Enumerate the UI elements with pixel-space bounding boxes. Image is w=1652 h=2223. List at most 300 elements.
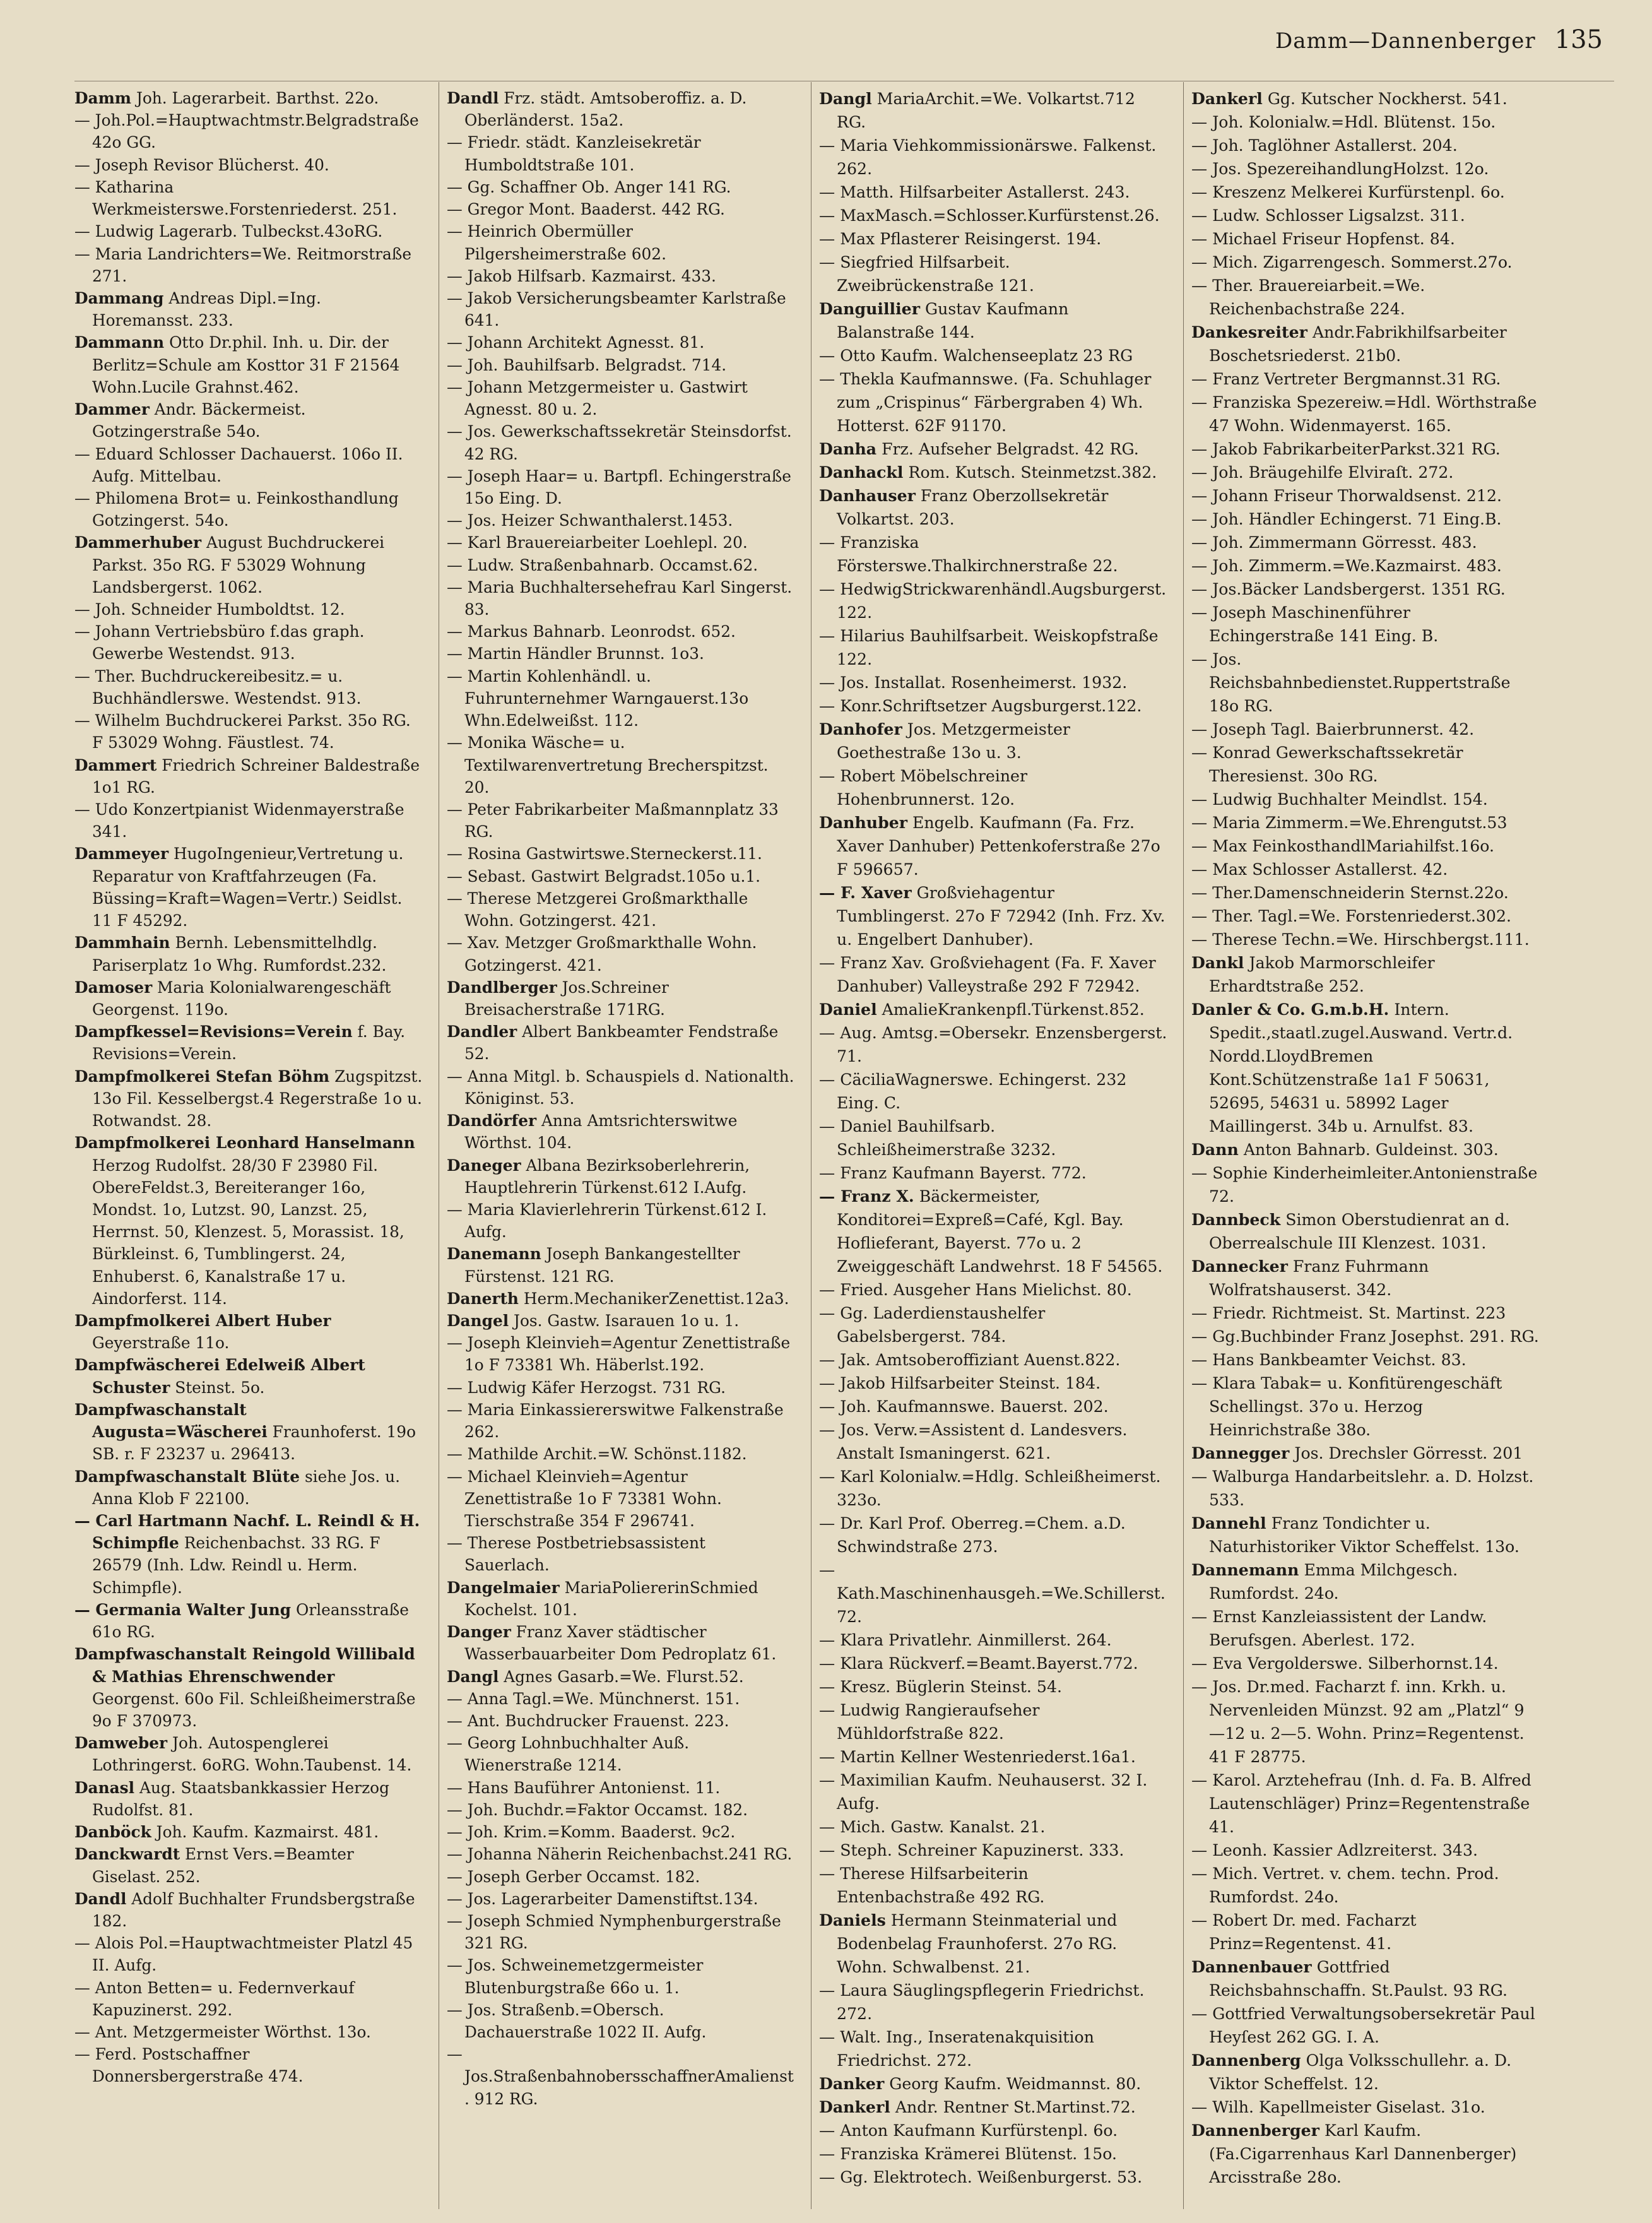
directory-entry — [1191, 274, 1540, 321]
directory-entry — [819, 1745, 1167, 1769]
directory-entry — [447, 176, 795, 198]
entry-surname: Dannehl — [1191, 1514, 1266, 1532]
directory-entry — [1191, 1839, 1540, 1862]
directory-entry — [819, 2096, 1167, 2119]
directory-entry — [447, 643, 795, 665]
entry-surname: Dammert — [74, 756, 157, 774]
entry-details: Albana Bezirksoberlehrerin, Hauptlehrerin Türkenst.612 I.Aufg. — [464, 1156, 750, 1197]
directory-entry — [819, 811, 1167, 881]
entry-details: — Joh.Pol.=Hauptwachtmstr.Belgradstraße 42o GG. — [74, 111, 419, 152]
directory-entry — [1191, 157, 1540, 181]
entry-surname: — Germania Walter Jung — [74, 1600, 292, 1619]
directory-entry — [819, 437, 1167, 461]
entry-details: — Matth. Hilfsarbeiter Astallerst. 243. — [819, 183, 1130, 201]
directory-entry — [1191, 367, 1540, 391]
directory-entry — [74, 1354, 423, 1398]
directory-entry — [819, 1161, 1167, 1185]
entry-details: — Ludw. Schlosser Ligsalzst. 311. — [1191, 206, 1465, 225]
entry-surname: Dangelmaier — [447, 1578, 560, 1597]
entry-details: — Mich. Zigarrengesch. Sommerst.27o. — [1191, 253, 1513, 271]
entry-details: Anton Bahnarb. Guldeinst. 303. — [1243, 1141, 1499, 1159]
entry-details: Joh. Autospenglerei Lothringerst. 6oRG. Wohn.Taubenst. 14. — [92, 1734, 412, 1775]
entry-details: — Udo Konzertpianist Widenmayerstraße 341. — [74, 800, 404, 841]
entry-details: — Therese Hilfsarbeiterin Entenbachstraße 492 RG. — [819, 1864, 1045, 1906]
entry-details: — Joh. Taglöhner Astallerst. 204. — [1191, 136, 1458, 155]
entry-details: — Gg.Buchbinder Franz Josephst. 291. RG. — [1191, 1327, 1539, 1346]
entry-details: — Maria Landrichters=We. Reitmorstraße 271. — [74, 244, 412, 285]
directory-entry — [447, 1666, 795, 1688]
entry-details: HugoIngenieur,Vertretung u. Reparatur von Kraftfahrzeugen (Fa. Büssing=Kraft=Wagen=Vertr.) Seidlst. 11 F 45292. — [92, 845, 404, 930]
directory-entry — [1191, 1348, 1540, 1372]
entry-details: — Ludwig Buchhalter Meindlst. 154. — [1191, 790, 1488, 809]
directory-entry — [74, 1466, 423, 1510]
directory-entry — [447, 1621, 795, 1665]
directory-entry — [74, 1510, 423, 1599]
directory-entry — [1191, 1862, 1540, 1909]
directory-entry — [74, 1932, 423, 1976]
entry-details: Joh. Lagerarbeit. Barthst. 22o. — [136, 89, 379, 107]
entry-details: Großviehagentur Tumblingerst. 27o F 72942 (Inh. Frz. Xv. u. Engelbert Danhuber). — [837, 884, 1165, 949]
entry-surname: — F. Xaver — [819, 883, 912, 902]
directory-entry — [819, 1512, 1167, 1558]
entry-details: — Joh. Kolonialw.=Hdl. Blütenst. 15o. — [1191, 113, 1496, 131]
entry-details: — Jos. Verw.=Assistent d. Landesvers. Anstalt Ismaningerst. 621. — [819, 1421, 1128, 1462]
entry-details: — Anton Betten= u. Federnverkauf Kapuzinerst. 292. — [74, 1978, 355, 2019]
directory-entry — [447, 1021, 795, 1065]
entry-surname: Dampfmolkerei Albert Huber — [74, 1312, 331, 1331]
entry-details: — Jos.StraßenbahnobersschaffnerAmalienst. 912 RG. — [447, 2045, 794, 2108]
entry-details: Andr.Fabrikhilfsarbeiter Boschetsriederst. 21b0. — [1209, 323, 1507, 365]
entry-details: — Johann Friseur Thorwaldsenst. 212. — [1191, 487, 1502, 505]
directory-entry — [1191, 1605, 1540, 1652]
entry-details: Emma Milchgesch. Rumfordst. 24o. — [1209, 1561, 1458, 1603]
directory-entry — [819, 2142, 1167, 2166]
entry-details: — Joseph Kleinvieh=Agentur Zenettistraße 1o F 73381 Wh. Häberlst.192. — [447, 1334, 791, 1375]
entry-details: Herzog Rudolfst. 28/30 F 23980 Fil. ObereFeldst.3, Bereiteranger 16o, Mondst. 1o, Lutzst. 90, Lanzst. 25, Herrnst. 50, Klenzest. 5, Morassist. 18, Bürkleinst. 6, Tumblingerst. 24, Enhuberst. 6, Kanalstraße 17 u. Aindorferst. 114. — [92, 1156, 404, 1308]
directory-entry — [447, 976, 795, 1021]
directory-entry — [74, 2021, 423, 2043]
directory-entry — [447, 420, 795, 465]
entry-details: — MaxMasch.=Schlosser.Kurfürstenst.26. — [819, 206, 1160, 225]
entry-details: — Franziska Krämerei Blütenst. 15o. — [819, 2145, 1118, 2163]
entry-details: — Martin Kellner Westenriederst.16a1. — [819, 1748, 1136, 1766]
entry-details: — Franz Xav. Großviehagent (Fa. F. Xaver Danhuber) Valleystraße 292 F 72942. — [819, 954, 1156, 995]
directory-entry — [74, 87, 423, 109]
entry-details: — Gg. Schaffner Ob. Anger 141 RG. — [447, 177, 731, 196]
directory-entry — [447, 798, 795, 843]
directory-entry — [819, 367, 1167, 437]
directory-entry — [819, 461, 1167, 484]
directory-entry — [1191, 204, 1540, 227]
entry-details: — Hilarius Bauhilfsarbeit. Weiskopfstraße 122. — [819, 627, 1159, 668]
directory-entry — [74, 331, 423, 398]
directory-entry — [447, 531, 795, 554]
entry-details: Simon Oberstudienrat an d. Oberrealschule III Klenzest. 1031. — [1209, 1211, 1510, 1252]
directory-entry — [74, 1977, 423, 2021]
entry-surname: Danhackl — [819, 463, 904, 482]
entry-details: — Jakob Hilfsarbeiter Steinst. 184. — [819, 1374, 1101, 1392]
running-head: Damm—Dannenberger — [1275, 28, 1536, 54]
entry-details: — Anna Tagl.=We. Münchnerst. 151. — [447, 1689, 740, 1708]
entry-details: — Joseph Haar= u. Bartpfl. Echingerstraße 15o Eing. D. — [447, 466, 791, 507]
directory-entry — [74, 1310, 423, 1354]
entry-details: — Gg. Laderdienstaushelfer Gabelsbergerst. 784. — [819, 1304, 1046, 1346]
entry-details: Karl Kaufm. (Fa.Cigarrenhaus Karl Dannenberger) Arcisstraße 28o. — [1209, 2121, 1517, 2186]
directory-entry — [819, 1348, 1167, 1372]
entry-details: — Joh. Zimmerm.=We.Kazmairst. 483. — [1191, 557, 1502, 575]
directory-entry — [447, 1443, 795, 1465]
entry-details: Jos. Drechsler Görresst. 201 — [1294, 1444, 1523, 1462]
entry-details: — Mich. Gastw. Kanalst. 21. — [819, 1818, 1046, 1836]
entry-details: Friedrich Schreiner Baldestraße 1o1 RG. — [92, 756, 420, 797]
directory-entry — [1191, 1675, 1540, 1769]
entry-details: — Wilh. Kapellmeister Giselast. 31o. — [1191, 2098, 1485, 2116]
directory-entry — [447, 1732, 795, 1776]
directory-entry — [819, 1465, 1167, 1512]
entry-surname: Dandler — [447, 1023, 517, 1041]
entry-details: — Joh. Krim.=Komm. Baaderst. 9c2. — [447, 1823, 736, 1842]
entry-details: — Laura Säuglingspflegerin Friedrichst. 272. — [819, 1981, 1145, 2023]
entry-surname: Dandl — [447, 89, 499, 107]
directory-entry — [447, 465, 795, 509]
entry-details: — Philomena Brot= u. Feinkosthandlung Gotzingerst. 54o. — [74, 489, 399, 530]
entry-details: — Max FeinkosthandlMariahilfst.16o. — [1191, 837, 1495, 855]
directory-entry — [819, 2072, 1167, 2096]
entry-surname: Danguillier — [819, 299, 920, 318]
directory-entry — [447, 620, 795, 643]
entry-details: — Mathilde Archit.=W. Schönst.1182. — [447, 1445, 747, 1464]
directory-entry — [447, 1866, 795, 1888]
directory-entry — [819, 1372, 1167, 1395]
entry-details: — Gregor Mont. Baaderst. 442 RG. — [447, 200, 725, 219]
directory-entry — [1191, 554, 1540, 578]
entry-surname: Damweber — [74, 1734, 168, 1753]
entry-details: — Walt. Ing., Inseratenakquisition Friedrichst. 272. — [819, 2028, 1094, 2070]
directory-entry — [819, 1909, 1167, 1979]
directory-entry — [1191, 1255, 1540, 1301]
directory-entry — [74, 243, 423, 287]
directory-entry — [447, 1110, 795, 1154]
entry-details: Jos.Schreiner Breisacherstraße 171RG. — [464, 978, 669, 1019]
directory-entry — [819, 1115, 1167, 1161]
directory-entry — [74, 1065, 423, 1132]
entry-surname: Danemann — [447, 1245, 541, 1264]
entry-details: — Thekla Kaufmannswe. (Fa. Schuhlager zum „Crispinus“ Färbergraben 4) Wh. Hotterst. 62F 91170. — [819, 370, 1152, 435]
entry-details: — Therese Techn.=We. Hirschbergst.111. — [1191, 930, 1530, 949]
directory-entry — [1191, 2049, 1540, 2096]
directory-entry — [819, 1021, 1167, 1068]
entry-details: — Heinrich Obermüller Pilgersheimerstraße 602. — [447, 222, 666, 263]
directory-entry — [1191, 461, 1540, 484]
entry-details: — Johann Metzgermeister u. Gastwirt Agnesst. 80 u. 2. — [447, 377, 748, 419]
directory-entry — [447, 509, 795, 531]
directory-entry — [819, 1652, 1167, 1675]
entry-details: — Ther. Brauereiarbeit.=We. Reichenbachstraße 224. — [1191, 276, 1425, 318]
directory-entry — [1191, 484, 1540, 507]
entry-details: siehe Jos. u. Anna Klob F 22100. — [92, 1467, 401, 1508]
directory-entry — [1191, 928, 1540, 951]
entry-details: — Jos. SpezereihandlungHolzst. 12o. — [1191, 160, 1489, 178]
entry-details: — Ludw. Straßenbahnarb. Occamst.62. — [447, 555, 758, 574]
directory-entry — [819, 297, 1167, 344]
directory-entry — [1191, 718, 1540, 741]
entry-details: Aug. Staatsbankkassier Herzog Rudolfst. 81. — [92, 1778, 389, 1819]
directory-entry — [1191, 437, 1540, 461]
entry-surname: Dannbeck — [1191, 1210, 1281, 1229]
entry-details: — Maria Zimmerm.=We.Ehrengutst.53 — [1191, 814, 1507, 832]
directory-entry — [74, 932, 423, 976]
entry-surname: Dankesreiter — [1191, 323, 1307, 341]
entry-details: — Johanna Näherin Reichenbachst.241 RG. — [447, 1845, 793, 1864]
entry-details: — Markus Bahnarb. Leonrodst. 652. — [447, 622, 736, 641]
directory-entry — [447, 1154, 795, 1199]
entry-surname: Danhauser — [819, 486, 916, 505]
entry-details: — Ludwig Käfer Herzogst. 731 RG. — [447, 1378, 726, 1397]
directory-entry — [447, 1777, 795, 1799]
directory-entry — [447, 198, 795, 220]
directory-entry — [819, 1185, 1167, 1278]
directory-entry — [74, 487, 423, 531]
entry-surname: Daniels — [819, 1911, 886, 1930]
entry-details: — Aug. Amtsg.=Obersekr. Enzensbergerst. 71. — [819, 1024, 1167, 1065]
entry-details: — Joseph Schmied Nymphenburgerstraße 321 RG. — [447, 1911, 781, 1953]
entry-surname: Danhuber — [819, 813, 908, 832]
entry-surname: Danker — [819, 2074, 885, 2093]
entry-surname: Danger — [447, 1623, 511, 1642]
directory-entry — [74, 1132, 423, 1310]
directory-entry — [447, 1843, 795, 1865]
entry-details: — Maria Einkassiererswitwe Falkenstraße 262. — [447, 1400, 784, 1442]
directory-entry — [819, 718, 1167, 764]
entry-surname: Danha — [819, 439, 877, 458]
entry-surname: Dankl — [1191, 953, 1244, 972]
directory-entry — [819, 764, 1167, 811]
directory-entry — [819, 204, 1167, 227]
entry-details: Hermann Steinmaterial und Bodenbelag Fraunhoferst. 27o RG. Wohn. Schwalbenst. 21. — [837, 1911, 1118, 1976]
entry-surname: Dammerhuber — [74, 533, 202, 552]
entry-surname: Dampfwaschanstalt Blüte — [74, 1467, 300, 1486]
entry-details: — Joh. Schneider Humboldtst. 12. — [74, 600, 345, 619]
entry-details: Jos. Gastw. Isarauen 1o u. 1. — [514, 1312, 740, 1331]
directory-entry — [819, 1815, 1167, 1839]
directory-entry — [1191, 1301, 1540, 1325]
directory-entry — [1191, 904, 1540, 928]
entry-details: Franz Fuhrmann Wolfratshauserst. 342. — [1209, 1257, 1429, 1299]
entry-details: Adolf Buchhalter Frundsbergstraße 182. — [92, 1889, 415, 1930]
directory-entry — [74, 1732, 423, 1776]
entry-surname: Dangl — [819, 89, 872, 108]
directory-entry — [74, 709, 423, 754]
directory-entry — [1191, 1138, 1540, 1161]
directory-entry — [1191, 1465, 1540, 1512]
directory-entry — [447, 87, 795, 131]
directory-entry — [74, 531, 423, 598]
directory-entry — [447, 554, 795, 576]
directory-entry — [447, 1065, 795, 1110]
entry-details: Steinst. 5o. — [175, 1378, 265, 1397]
entry-details: — Ant. Metzgermeister Wörthst. 13o. — [74, 2023, 371, 2042]
entry-details: Andr. Rentner St.Martinst.72. — [895, 2098, 1136, 2116]
directory-entry — [74, 154, 423, 176]
entry-surname: Danerth — [447, 1289, 519, 1308]
entry-details: — Johann Vertriebsbüro f.das graph. Gewerbe Westendst. 913. — [74, 622, 365, 663]
entry-details: — Anna Mitgl. b. Schauspiels d. Nationalth. Königinst. 53. — [447, 1067, 794, 1108]
entry-details: August Buchdruckerei Parkst. 35o RG. F 53029 Wohnung Landsbergerst. 1062. — [92, 533, 385, 596]
entry-details: AmalieKrankenpfl.Türkenst.852. — [882, 1000, 1145, 1019]
entry-details: — Joh. Zimmermann Görresst. 483. — [1191, 533, 1477, 552]
directory-entry — [447, 665, 795, 732]
directory-entry — [819, 1558, 1167, 1628]
entry-details: Jakob Marmorschleifer Erhardtstraße 252. — [1209, 954, 1435, 995]
directory-entry — [74, 1599, 423, 1643]
directory-entry — [819, 484, 1167, 531]
directory-entry — [1191, 1325, 1540, 1348]
entry-details: — Robert Möbelschreiner Hohenbrunnerst. 12o. — [819, 767, 1027, 809]
entry-details: — Jos. Gewerkschaftssekretär Steinsdorfst. 42 RG. — [447, 422, 792, 463]
directory-entry — [819, 531, 1167, 578]
directory-entry — [447, 1999, 795, 2043]
directory-entry — [447, 1910, 795, 1954]
entry-details: Franz Tondichter u. Naturhistoriker Viktor Scheffelst. 13o. — [1209, 1514, 1519, 1556]
directory-entry — [447, 843, 795, 865]
entry-surname: Danhofer — [819, 720, 902, 738]
entry-details: — Jos. Reichsbahnbedienstet.Ruppertstraße 18o RG. — [1191, 650, 1511, 715]
directory-entry — [447, 576, 795, 620]
directory-entry — [1191, 1161, 1540, 1208]
directory-entry — [1191, 834, 1540, 858]
directory-entry — [819, 1301, 1167, 1348]
directory-entry — [1191, 507, 1540, 531]
entry-details: Frz. Aufseher Belgradst. 42 RG. — [882, 440, 1139, 458]
entry-details: — Klara Tabak= u. Konfitürengeschäft Schellingst. 37o u. Herzog Heinrichstraße 38o. — [1191, 1374, 1502, 1439]
entry-details: — Konrad Gewerkschaftssekretär Theresienst. 30o RG. — [1191, 744, 1463, 785]
entry-details: — Friedr. Richtmeist. St. Martinst. 223 — [1191, 1304, 1506, 1322]
entry-details: Gg. Kutscher Nockherst. 541. — [1267, 90, 1507, 108]
entry-details: — Karol. Arztehefrau (Inh. d. Fa. B. Alfred Lautenschläger) Prinz=Regentenstraße 41. — [1191, 1771, 1531, 1836]
entry-surname: Dandl — [74, 1889, 127, 1908]
entry-surname: Dannenberg — [1191, 2051, 1301, 2070]
directory-entry — [447, 1577, 795, 1621]
entry-details: — Ther. Buchdruckereibesitz.= u. Buchhändlerswe. Westendst. 913. — [74, 667, 362, 708]
entry-surname: Dannenbauer — [1191, 1957, 1312, 1976]
entry-details: — Jos. Installat. Rosenheimerst. 1932. — [819, 673, 1128, 692]
entry-details: — Otto Kaufm. Walchenseeplatz 23 RG — [819, 347, 1133, 365]
entry-surname: Dannenberger — [1191, 2121, 1319, 2140]
entry-details: — Eva Vergolderswe. Silberhornst.14. — [1191, 1654, 1499, 1673]
entry-details: — Friedr. städt. Kanzleisekretär Humboldtstraße 101. — [447, 133, 701, 174]
entry-details: — Michael Kleinvieh=Agentur Zenettistraße 1o F 73381 Wohn. Tierschstraße 354 F 296741. — [447, 1467, 722, 1530]
entry-details: Anna Amtsrichterswitwe Wörthst. 104. — [464, 1112, 738, 1153]
entry-details: Bäckermeister, Konditorei=Expreß=Café, Kgl. Bay. Hoflieferant, Bayerst. 77o u. 2 Zweiggeschäft Landwehrst. 18 F 54565. — [837, 1187, 1163, 1276]
directory-entry — [819, 694, 1167, 718]
directory-entry — [819, 1839, 1167, 1862]
directory-entry — [819, 1979, 1167, 2025]
directory-entry — [1191, 181, 1540, 204]
directory-entry — [447, 1243, 795, 1287]
entry-details: — Johann Architekt Agnesst. 81. — [447, 333, 705, 352]
directory-entry — [1191, 1558, 1540, 1605]
directory-entry — [1191, 251, 1540, 274]
entry-details: — Kresz. Büglerin Steinst. 54. — [819, 1678, 1062, 1696]
entry-details: — Jos. Heizer Schwanthalerst.1453. — [447, 511, 733, 530]
entry-details: — Hans Bauführer Antonienst. 11. — [447, 1778, 721, 1797]
directory-entry — [1191, 1955, 1540, 2002]
directory-entry — [447, 265, 795, 287]
entry-details: Maria Kolonialwarengeschäft Georgenst. 119o. — [92, 978, 391, 1019]
directory-entry — [819, 1862, 1167, 1909]
entry-surname: Daniel — [819, 1000, 877, 1019]
entry-surname: Daneger — [447, 1156, 521, 1175]
directory-entry — [74, 754, 423, 798]
directory-entry — [819, 1769, 1167, 1815]
directory-entry — [447, 1288, 795, 1310]
entry-details: Frz. städt. Amtsoberoffiz. a. D. Oberländerst. 15a2. — [464, 89, 747, 130]
entry-surname: Dannegger — [1191, 1443, 1290, 1462]
entry-surname: Dammhain — [74, 934, 170, 952]
entry-details: MariaPoliererinSchmied Kochelst. 101. — [464, 1578, 758, 1619]
entry-details: Georgenst. 60o Fil. Schleißheimerstraße 9o F 370973. — [92, 1689, 416, 1730]
directory-entry — [74, 176, 423, 220]
entry-details: — Joseph Maschinenführer Echingerstraße 141 Eing. B. — [1191, 603, 1439, 645]
directory-entry — [819, 578, 1167, 624]
entry-surname: Dangel — [447, 1312, 509, 1331]
entry-details: — Max Schlosser Astallerst. 42. — [1191, 860, 1448, 879]
directory-entry — [1191, 788, 1540, 811]
directory-entry — [447, 354, 795, 376]
entry-details: — Kreszenz Melkerei Kurfürstenpl. 6o. — [1191, 183, 1505, 201]
entry-surname: Dangl — [447, 1667, 499, 1686]
entry-surname: Dankerl — [819, 2097, 890, 2116]
entry-surname: Dandlberger — [447, 978, 557, 997]
directory-entry — [819, 2119, 1167, 2142]
directory-entry — [447, 1710, 795, 1732]
entry-details: — CäciliaWagnerswe. Echingerst. 232 Eing. C. — [819, 1070, 1127, 1112]
directory-entry — [1191, 1372, 1540, 1442]
directory-entry — [447, 1688, 795, 1710]
directory-entry — [447, 1377, 795, 1399]
directory-entry — [74, 443, 423, 487]
entry-details: — Steph. Schreiner Kapuzinerst. 333. — [819, 1841, 1124, 1859]
entry-details: — Jak. Amtsoberoffiziant Auenst.822. — [819, 1351, 1121, 1369]
entry-details: Otto Dr.phil. Inh. u. Dir. der Berlitz=Schule am Kosttor 31 F 21564 Wohn.Lucile Grahnst.462. — [92, 333, 400, 396]
entry-details: — Ther.Damenschneiderin Sternst.22o. — [1191, 884, 1509, 902]
directory-entry — [819, 2166, 1167, 2189]
entry-surname: Danasl — [74, 1778, 135, 1797]
entry-details: Andreas Dipl.=Ing. Horemansst. 233. — [92, 288, 321, 330]
directory-entry — [1191, 881, 1540, 904]
entry-details: Bernh. Lebensmittelhdlg. Pariserplatz 1o Whg. Rumfordst.232. — [92, 934, 387, 975]
entry-details: — Joh. Bräugehilfe Elviraſt. 272. — [1191, 463, 1454, 482]
directory-entry — [447, 1532, 795, 1576]
directory-entry — [819, 344, 1167, 367]
entry-details: — Maria Viehkommissionärswe. Falkenst. 262. — [819, 136, 1157, 178]
directory-entry — [447, 1332, 795, 1376]
directory-column-1 — [74, 87, 423, 2208]
directory-entry — [1191, 2002, 1540, 2049]
entry-details: — Karl Kolonialw.=Hdlg. Schleißheimerst. 323o. — [819, 1467, 1161, 1509]
directory-entry — [1191, 741, 1540, 788]
directory-entry — [819, 181, 1167, 204]
directory-entry — [1191, 951, 1540, 998]
entry-surname: Dampfkessel=Revisions=Verein — [74, 1023, 353, 1041]
entry-details: Zugspitzst. 13o Fil. Kesselbergst.4 Regerstraße 1o u. Rotwandst. 28. — [92, 1067, 423, 1130]
directory-entry — [447, 732, 795, 798]
entry-surname: Dann — [1191, 1140, 1239, 1159]
entry-details: — Jos. Lagerarbeiter Damenstiftst.134. — [447, 1889, 758, 1908]
entry-details: — Gg. Elektrotech. Weißenburgerst. 53. — [819, 2168, 1143, 2186]
entry-surname: Dammeyer — [74, 845, 169, 863]
directory-entry — [74, 976, 423, 1021]
